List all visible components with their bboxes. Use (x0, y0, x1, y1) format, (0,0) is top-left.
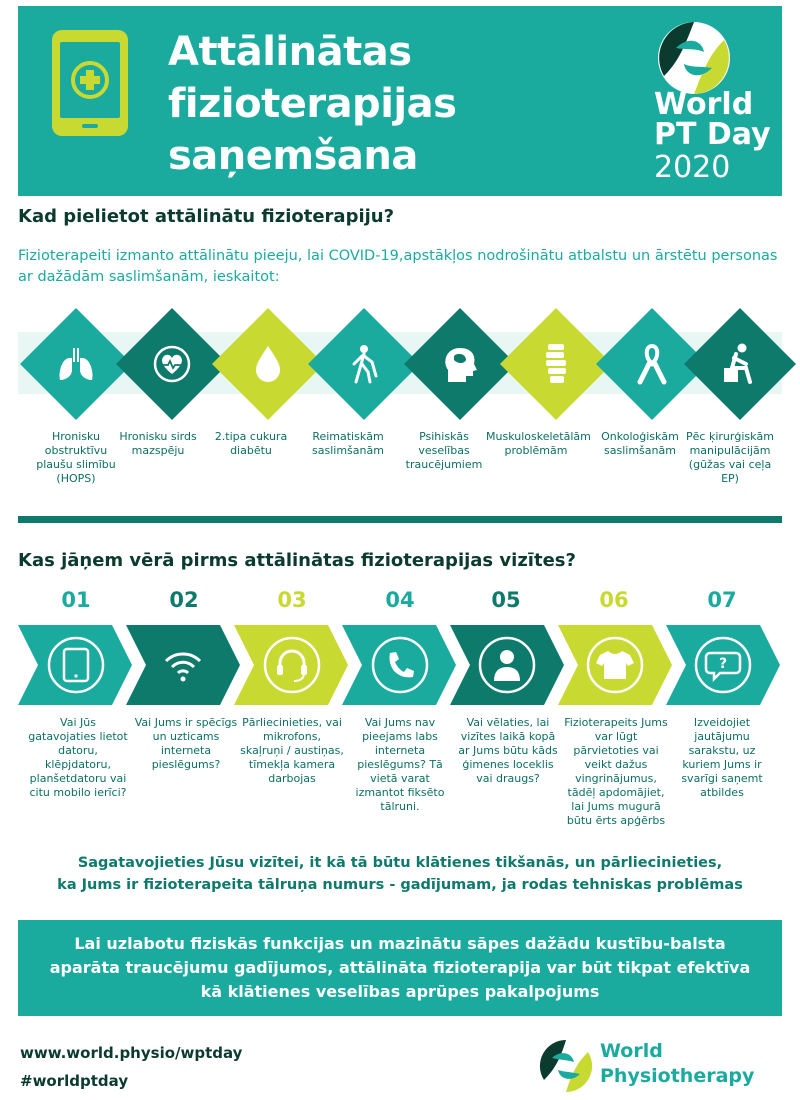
step-number-3: 03 (277, 588, 307, 612)
condition-label-2: Hronisku sirds mazspēju (119, 430, 197, 457)
step-text-7: Izveidojiet jautājumu sarakstu, uz kuriem Jums ir svarīgi saņemt atbildes (681, 716, 763, 799)
step-number-1: 01 (61, 588, 91, 612)
bottom-banner (18, 920, 782, 1016)
condition-label-7: Onkoloģiskām saslimšanām (601, 430, 679, 457)
step-text-4: Vai Jums nav pieejams labs interneta pieslēgums? Tā vietā varat izmantot fiksēto tālruni. (355, 716, 445, 813)
step-text-5: Vai vēlaties, lai vizītes laikā kopā ar Jums būtu kāds ģimenes loceklis vai draugs? (458, 716, 558, 785)
footer-hashtag: #worldptday (20, 1072, 129, 1090)
footer-url-link[interactable]: www.world.physio/wptday (20, 1044, 243, 1062)
banner-text: Lai uzlabotu fiziskās funkcijas un mazinātu sāpes dažādu kustību-balsta aparāta traucējumu gadījumos, attālināta fizioterapija var būt tikpat efektīva kā klātienes veselības aprūpes pakalpojums (49, 934, 751, 1001)
heart-icon (150, 342, 194, 386)
divider-line (18, 516, 782, 523)
step-text-1: Vai Jūs gatavojaties lietot datoru, klēpjdatoru, planšetdatoru vai citu mobilo ierīci? (28, 716, 128, 799)
step-number-7: 07 (707, 588, 737, 612)
lungs-icon (54, 342, 98, 386)
step-text-2: Vai Jums ir spēcīgs un uzticams interneta pieslēgums? (134, 716, 238, 771)
spine-icon (534, 342, 578, 386)
wpt-logo-year: 2020 (654, 150, 731, 185)
condition-label-3: 2.tipa cukura diabētu (214, 430, 288, 457)
section2-heading: Kas jāņem vērā pirms attālinātas fizioterapijas vizītes? (18, 550, 576, 571)
blood-drop-icon (246, 342, 290, 386)
title-line-2: fizioterapijas (168, 81, 457, 127)
condition-label-1: Hronisku obstruktīvu plaušu slimību (HOPS) (36, 430, 116, 485)
title-line-3: saņemšana (168, 133, 418, 179)
ribbon-icon (630, 342, 674, 386)
wp-logo-line-1: World (600, 1040, 663, 1062)
section1-heading: Kad pielietot attālinātu fizioterapiju? (18, 206, 395, 227)
svg-text:?: ? (718, 656, 728, 672)
step-text-3: Pārliecinieties, vai mikrofons, skaļruņi / austiņas, tīmekļa kamera darbojas (240, 716, 344, 785)
conditions-diamond-row (0, 300, 800, 430)
head-icon (438, 342, 482, 386)
wpt-logo-line-2: PT Day (654, 117, 771, 152)
step-text-6: Fizioterapeits Jums var lūgt pārvietoties vai veikt dažus vingrinājumus, tādēļ apdomājiet, lai Jums mugurā būtu ērts apģērbs (564, 716, 668, 827)
condition-label-8: Pēc ķirurģiskām manipulācijām (gūžas vai ceļa EP) (686, 430, 774, 485)
section1-intro: Fizioterapeiti izmanto attālinātu pieeju, lai COVID-19,apstākļos nodrošinātu atbalstu un ārstētu personas ar dažādām saslimšanām, ieskaitot: (18, 248, 778, 285)
step-number-5: 05 (491, 588, 521, 612)
world-physiotherapy-logo-icon (538, 1038, 594, 1094)
wp-logo-line-2: Physiotherapy (600, 1065, 755, 1087)
world-pt-day-logo-icon (654, 18, 734, 98)
preparation-note (30, 852, 770, 896)
diamond-seated (684, 308, 796, 420)
wpt-logo-text (654, 87, 771, 152)
step-number-2: 02 (169, 588, 199, 612)
step-number-4: 04 (385, 588, 415, 612)
preparation-line-2: ka Jums ir fizioterapeita tālruņa numurs - gadījumam, ja rodas tehniskas problēmas (57, 877, 743, 893)
condition-label-4: Reimatiskām saslimšanām (312, 430, 384, 457)
header-banner (18, 6, 782, 196)
seated-person-icon (718, 342, 762, 386)
condition-label-5: Psihiskās veselības traucējumiem (405, 430, 483, 471)
condition-label-6: Muskuloskeletālām problēmām (486, 430, 591, 457)
title-line-1: Attālinātas (168, 29, 412, 75)
wpt-logo-line-1: World (654, 87, 754, 122)
walking-person-icon (342, 342, 386, 386)
page-title (168, 26, 588, 182)
preparation-line-1: Sagatavojieties Jūsu vizītei, it kā tā būtu klātienes tikšanās, un pārliecinieties, (77, 855, 723, 871)
step-number-6: 06 (599, 588, 629, 612)
steps-chevron-row (18, 625, 782, 705)
phone-medical-icon (48, 28, 132, 138)
